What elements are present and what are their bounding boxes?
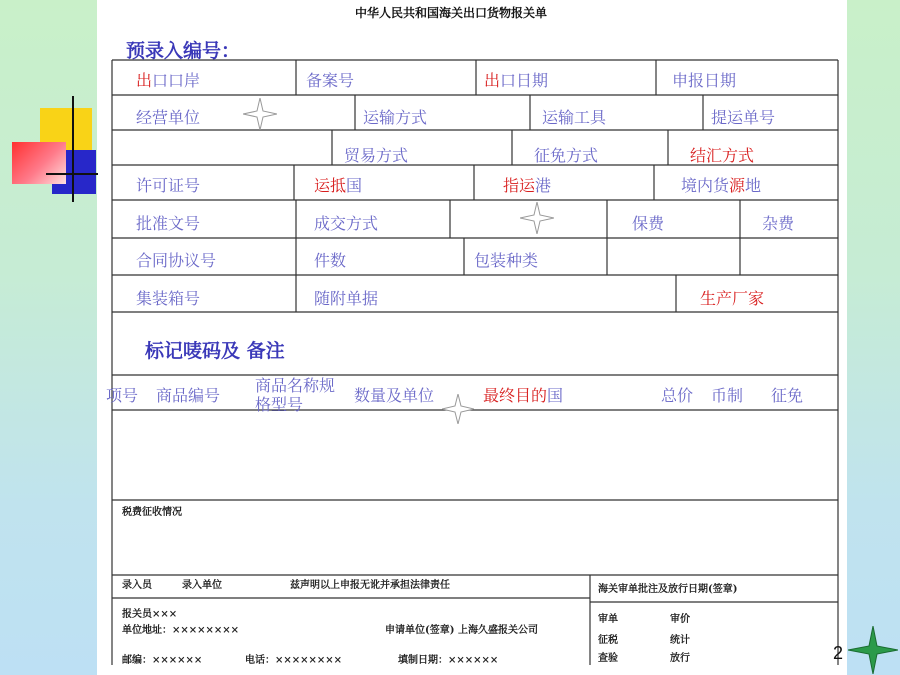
contract-number-label: 合同协议号 xyxy=(136,251,217,270)
export-port-label: 出口口岸 xyxy=(136,71,201,90)
goods-code-header: 商品编号 xyxy=(156,386,221,405)
transport-mode-label: 运输方式 xyxy=(363,108,428,127)
marks-remarks-label: 标记唛码及 备注 xyxy=(145,340,285,362)
levy-mode-label: 征免方式 xyxy=(534,146,599,165)
page-number: 2 xyxy=(833,643,844,663)
unit-address-label: 单位地址：×××××××× xyxy=(122,625,240,636)
decor-red-square xyxy=(12,142,66,184)
currency-header: 币制 xyxy=(711,386,744,405)
destination-port-label: 指运港 xyxy=(503,176,552,195)
tax-levy-label: 税费征收情况 xyxy=(122,507,182,518)
phone-label: 电话：×××××××× xyxy=(245,655,343,666)
declare-date-label: 申报日期 xyxy=(672,71,737,90)
quantity-unit-header: 数量及单位 xyxy=(354,386,435,405)
total-price-header: 总价 xyxy=(661,386,694,405)
entry-clerk-label: 录入员 xyxy=(122,580,152,591)
export-date-label: 出口日期 xyxy=(484,71,549,90)
container-number-label: 集装箱号 xyxy=(136,289,201,308)
insurance-label: 保费 xyxy=(632,214,665,233)
customs-approval-label: 海关审单批注及放行日期(签章) xyxy=(598,584,738,595)
license-number-label: 许可证号 xyxy=(136,176,201,195)
pieces-label: 件数 xyxy=(314,251,347,270)
price-review-label: 审价 xyxy=(670,614,690,625)
declarant-label: 报关员××× xyxy=(122,609,178,620)
pre-entry-number-label: 预录入编号： xyxy=(126,40,241,62)
package-type-label: 包装种类 xyxy=(474,251,539,270)
levy-header: 征免 xyxy=(771,386,804,405)
release-label: 放行 xyxy=(670,653,690,664)
sparkle-icon xyxy=(520,202,554,234)
bill-number-label: 提运单号 xyxy=(711,108,776,127)
inspection-label: 查验 xyxy=(598,653,618,664)
green-star-icon xyxy=(848,626,898,674)
fill-date-label: 填制日期：×××××× xyxy=(398,655,499,666)
statistics-label: 统计 xyxy=(670,635,690,646)
settlement-mode-label: 结汇方式 xyxy=(690,146,755,165)
trade-mode-label: 贸易方式 xyxy=(344,146,409,165)
postcode-label: 邮编：×××××× xyxy=(122,655,203,666)
form-title: 中华人民共和国海关出口货物报关单 xyxy=(355,6,548,20)
item-number-header: 项号 xyxy=(106,386,139,405)
sparkle-icon xyxy=(442,394,474,424)
attached-documents-label: 随附单据 xyxy=(314,289,379,308)
decor-vertical-line xyxy=(72,96,74,202)
record-number-label: 备案号 xyxy=(306,71,355,90)
applicant-label: 申请单位(签章) 上海久盛报关公司 xyxy=(385,625,538,636)
final-country-header: 最终目的国 xyxy=(483,386,564,405)
decor-horizontal-line xyxy=(46,173,98,175)
approval-number-label: 批准文号 xyxy=(136,214,201,233)
source-place-label: 境内货源地 xyxy=(681,176,762,195)
entry-unit-label: 录入单位 xyxy=(182,580,222,591)
declaration-statement: 兹声明以上申报无讹并承担法律责任 xyxy=(290,580,450,591)
review-label: 审单 xyxy=(598,614,618,625)
tax-levy-stamp-label: 征税 xyxy=(598,635,618,646)
manufacturer-label: 生产厂家 xyxy=(700,289,765,308)
goods-name-header: 商品名称规 格型号 xyxy=(255,376,336,414)
misc-fee-label: 杂费 xyxy=(762,214,795,233)
sparkle-icon xyxy=(243,98,277,130)
transport-tool-label: 运输工具 xyxy=(542,108,607,127)
destination-country-label: 运抵国 xyxy=(314,176,363,195)
business-unit-label: 经营单位 xyxy=(136,108,201,127)
deal-mode-label: 成交方式 xyxy=(314,214,379,233)
